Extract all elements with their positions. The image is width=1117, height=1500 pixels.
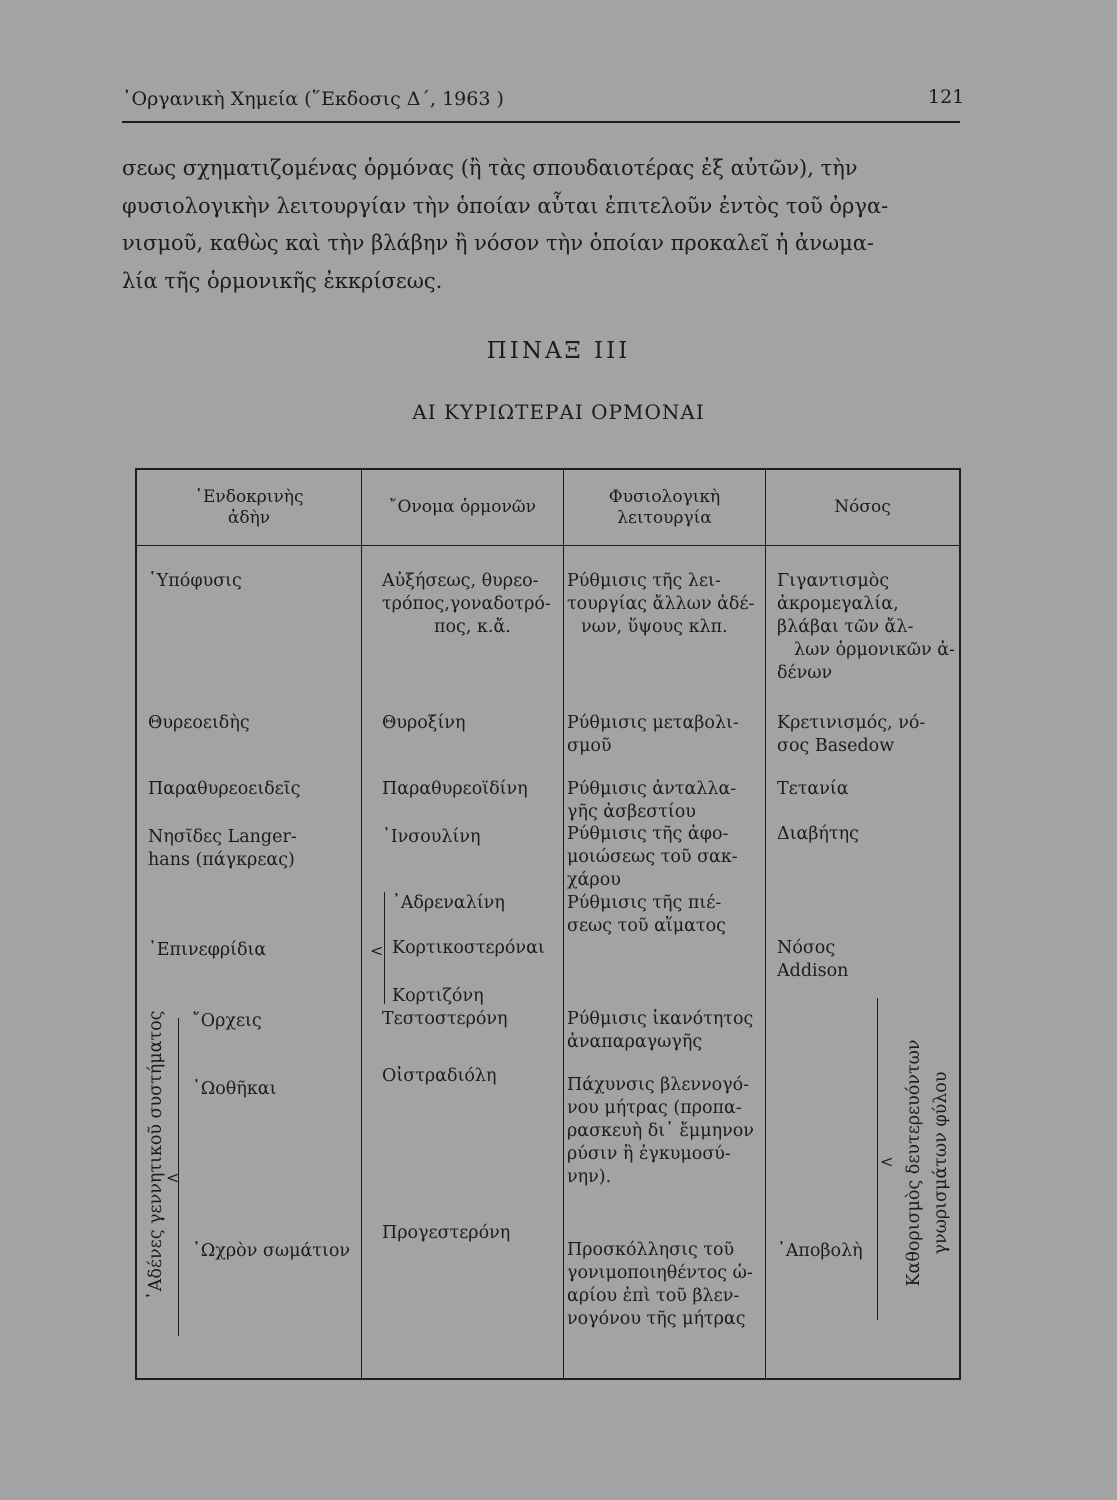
function-thyroid: Ρύθμισις μεταβολι- σμοῦ [567,713,739,756]
hormone-corticosterone: Κορτικοστερόναι [392,938,545,958]
table-number: ΠΙΝΑΞ ΙΙΙ [486,338,631,364]
gland-thyroid: Θυρεοειδὴς [148,713,250,733]
hormone-progesterone: Προγεστερόνη [382,1223,511,1243]
table-top-rule [135,468,961,470]
gland-hypophysis: ῾Υπόφυσις [148,571,242,591]
sex-glands-group-label: ᾽Αδένες γεννητικοῦ συστήματος [146,1010,166,1300]
disease-langerhans: Διαβήτης [777,824,859,844]
sex-characteristics-bracket [877,998,878,1320]
hormone-adrenaline: ᾽Αδρεναλίνη [392,893,505,913]
hormone-hypophysis: Αὐξήσεως, θυρεο- τρόπος,γοναδοτρό- πος, κ.ἄ. [382,571,551,637]
table-header-rule [135,545,961,546]
hormone-parathyroid: Παραθυρεοϊδίνη [382,779,528,799]
table-bottom-rule [135,1378,961,1380]
gland-adrenal: ᾽Επινεφρίδια [148,940,267,960]
sex-characteristics-label-line1: Καθορισμὸς δευτερευόντων [904,1039,924,1287]
body-paragraph [122,150,967,300]
header-hormone: ῎Ονομα ὁρμονῶν [389,497,536,517]
table-caption: ΑΙ ΚΥΡΙΩΤΕΡΑΙ ΟΡΜΟΝΑΙ [412,400,705,424]
hormone-estradiol: Οἰστραδιόλη [382,1066,497,1086]
header-rule [122,121,960,123]
paragraph-line: νισμοῦ, καθὼς καὶ τὴν βλάβην ἢ νόσον τὴν ὁποίαν προκαλεῖ ἡ ἀνωμα- [122,231,875,255]
column-divider [361,470,362,1378]
header-disease: Νόσος [834,497,891,517]
hormone-testosterone: Τεστοστερόνη [382,1009,508,1029]
function-testes: Ρύθμισις ἱκανότητος ἀναπαραγωγῆς [567,1009,754,1052]
header-function: Φυσιολογικὴ λειτουργία [608,487,721,528]
function-corpus-luteum: Προσκόλλησις τοῦ γονιμοποιηθέντος ὠ- αρίου ἐπὶ τοῦ βλεν- νογόνου τῆς μήτρας [567,1240,753,1329]
table-right-border [959,468,961,1380]
adrenal-brace-icon: < [370,941,384,960]
header-gland: ᾽Ενδοκρινὴς ἀδὴν [194,487,304,528]
disease-hypophysis: Γιγαντισμὸς ἀκρομεγαλία, βλάβαι τῶν ἄλ- λων ὁρμονικῶν ἀ- δένων [777,571,955,683]
gland-corpus-luteum: ᾽Ωχρὸν σωμάτιον [192,1241,351,1261]
disease-thyroid: Κρετινισμός, νό- σος Basedow [777,713,926,756]
function-adrenal: Ρύθμισις τῆς πιέ- σεως τοῦ αἵματος [567,893,726,936]
disease-parathyroid: Τετανία [777,779,849,799]
hormone-insulin: ᾽Ινσουλίνη [382,827,481,847]
adrenal-bracket [384,892,385,1004]
page-number: 121 [928,86,965,108]
paragraph-line: φυσιολογικὴν λειτουργίαν τὴν ὁποίαν αὗται ἐπιτελοῦν ἐντὸς τοῦ ὀργα- [122,193,889,218]
disease-corpus-luteum: ᾽Αποβολὴ [777,1241,863,1261]
disease-adrenal: Νόσος Addison [777,938,849,981]
group-brace-icon: < [166,1168,180,1187]
gland-testes: ῎Ορχεις [192,1011,262,1031]
gland-ovaries: ᾽Ωοθῆκαι [192,1079,277,1099]
column-divider [563,470,564,1378]
running-title: ᾽Οργανικὴ Χημεία (῞Εκδοσις Δ΄, 1963 ) [122,88,504,110]
function-parathyroid: Ρύθμισις ἀνταλλα- γῆς ἀσβεστίου [567,779,737,822]
table-left-border [135,468,137,1380]
sex-characteristics-label-line2: γνωρισμάτων φύλου [931,1071,951,1255]
paragraph-line: σεως σχηματιζομένας ὁρμόνας (ἢ τὰς σπουδαιοτέρας ἐξ αὐτῶν), τὴν [122,156,858,180]
column-divider [765,470,766,1378]
hormone-cortisone: Κορτιζόνη [392,986,484,1006]
gland-parathyroid: Παραθυρεοειδεῖς [148,779,301,799]
function-langerhans: Ρύθμισις τῆς ἀφο- μοιώσεως τοῦ σακ- χάρου [567,824,738,890]
hormone-thyroid: Θυροξίνη [382,713,466,733]
paragraph-line: λία τῆς ὁρμονικῆς ἐκκρίσεως. [122,268,443,293]
function-hypophysis: Ρύθμισις τῆς λει- τουργίας ἄλλων ἀδέ- νων, ὕψους κλπ. [567,571,755,637]
gland-langerhans: Νησῖδες Langer- hans (πάγκρεας) [148,827,297,870]
function-ovaries: Πάχυνσις βλεννογό- νου μήτρας (προπα- ρασκευὴ δι᾽ ἔμμηνον ρύσιν ἢ ἐγκυμοσύ- νην). [567,1075,754,1187]
sex-characteristics-brace-icon: < [880,1152,894,1171]
